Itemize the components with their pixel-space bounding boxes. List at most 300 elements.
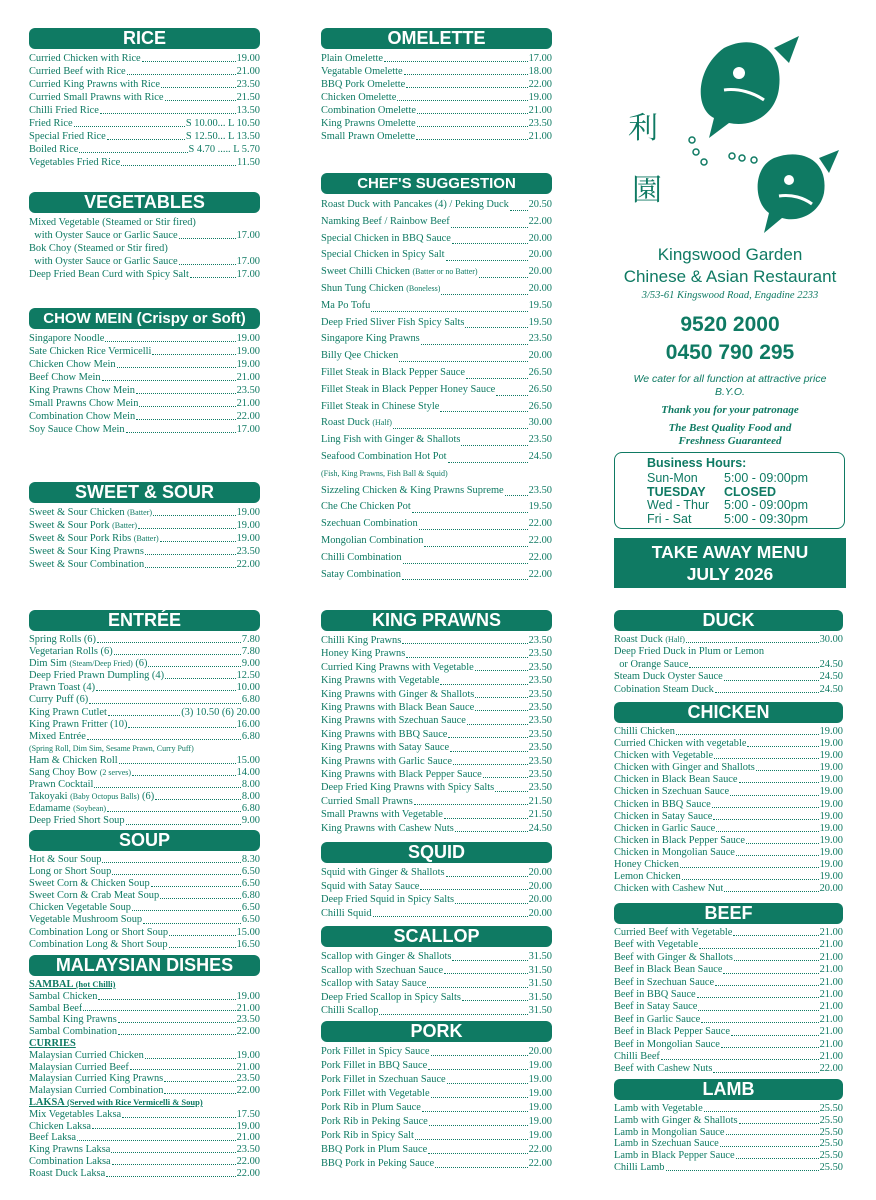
dot-leader: [112, 874, 241, 875]
item-name: [614, 952, 733, 964]
dot-leader: [689, 667, 818, 668]
dot-leader: [148, 666, 240, 667]
item-name-text: Deep Fried Prawn Dumpling (4): [29, 670, 165, 682]
menu-item-row: [321, 214, 552, 231]
section-scallop: [321, 926, 552, 1018]
item-name: [321, 950, 451, 964]
item-name-text: Scallop with Satay Sauce: [321, 978, 427, 990]
phone-numbers: [614, 311, 846, 367]
item-name-text: Sizzeling Chicken & King Prawns Supreme: [321, 484, 504, 496]
menu-item-row: [321, 117, 552, 130]
item-name: [321, 866, 445, 880]
section-header: KING PRAWNS: [321, 610, 552, 631]
menu-item-row: [29, 78, 260, 91]
item-price: 20.00: [528, 282, 552, 294]
menu-item-row: [321, 688, 552, 701]
dot-leader: [107, 139, 185, 140]
item-price: 19.00: [528, 1074, 552, 1085]
item-price: 19.00: [528, 1088, 552, 1099]
item-name-text: or Orange Sauce: [614, 658, 689, 670]
item-name: [614, 799, 711, 811]
dot-leader: [117, 367, 236, 368]
dot-leader: [136, 393, 236, 394]
dot-leader: [697, 997, 819, 998]
dot-leader: [723, 973, 818, 974]
item-name: [321, 1143, 427, 1157]
item-name-text: Chicken in Szechuan Sauce: [614, 786, 730, 798]
section-soup: [29, 830, 260, 951]
menu-item-row: [321, 466, 552, 483]
dot-leader: [716, 831, 818, 832]
menu-item-row: [614, 927, 843, 939]
item-name-text: Mixed Entrée: [29, 730, 86, 742]
menu-item-row: [29, 866, 260, 878]
item-name-text: King Prawns with Ginger & Shallots: [321, 688, 475, 700]
item-name: [614, 659, 688, 671]
dot-leader: [97, 642, 241, 643]
item-name: [321, 104, 416, 117]
business-hours-rows: [647, 472, 808, 526]
dot-leader: [373, 916, 528, 917]
section-header: VEGETABLES: [29, 192, 260, 213]
dot-leader: [462, 1000, 528, 1001]
menu-item-row: [29, 694, 260, 706]
dot-leader: [419, 529, 528, 530]
item-name: [614, 1051, 660, 1063]
dot-leader: [739, 782, 819, 783]
business-hours-title: Business Hours:: [647, 456, 747, 470]
menu-item-row: [614, 1115, 843, 1127]
item-name: [614, 859, 679, 871]
section-header: OMELETTE: [321, 28, 552, 49]
item-price: 20.00: [528, 266, 552, 278]
item-name-text: Deep Fried Scallop in Spicy Salts: [321, 991, 461, 1003]
menu-item-row: [29, 91, 260, 104]
menu-item-row: [321, 499, 552, 516]
item-name: [29, 694, 88, 706]
item-name: [29, 914, 142, 926]
item-price: 19.00: [236, 346, 260, 357]
menu-item-row: [321, 104, 552, 117]
item-name: [321, 1129, 414, 1143]
item-note: (Soybean): [73, 804, 107, 814]
dot-leader: [440, 411, 527, 412]
section-lamb: [614, 1079, 843, 1174]
item-price: 15.00: [236, 926, 260, 938]
item-price: 24.50: [528, 450, 552, 462]
item-price: 15.00: [236, 754, 260, 766]
menu-item-row: [321, 701, 552, 714]
item-name: [614, 774, 738, 786]
item-name: [29, 532, 159, 545]
item-price: 21.00: [819, 1038, 843, 1050]
menu-item-row: [29, 242, 260, 255]
business-hours-box: [614, 452, 845, 529]
dot-leader: [441, 294, 527, 295]
dot-leader: [128, 727, 235, 728]
item-name: [29, 1073, 163, 1085]
item-name: [29, 731, 86, 743]
item-price: 19.00: [528, 1130, 552, 1141]
item-name: [29, 767, 131, 779]
item-name-text: Combination Laksa: [29, 1155, 111, 1167]
dot-leader: [139, 406, 235, 407]
item-price: 22.00: [236, 1155, 260, 1167]
item-name-text: Combination Long & Short Soup: [29, 938, 168, 950]
section-rice: [29, 28, 260, 169]
item-price: 23.50: [528, 702, 552, 714]
item-name-text: Pork Fillet with Vegetable: [321, 1088, 430, 1099]
item-price: 21.00: [236, 66, 260, 77]
dot-leader: [424, 546, 527, 547]
section-chicken: [614, 702, 843, 895]
item-name: [321, 977, 426, 991]
item-name-text: Chilli King Prawns: [321, 635, 402, 646]
item-name-text: Chilli Beef: [614, 1051, 660, 1063]
item-name-text: Chicken Chow Mein: [29, 359, 116, 370]
menu-item-row: [614, 750, 843, 762]
item-name-text: Boiled Rice: [29, 144, 79, 155]
menu-item-row: [321, 1045, 552, 1059]
item-name-text: Soy Sauce Chow Mein: [29, 424, 125, 435]
item-price: 20.00: [528, 880, 552, 892]
dot-leader: [397, 100, 527, 101]
item-price: 22.00: [528, 518, 552, 530]
item-name-text: Chicken Vegetable Soup: [29, 902, 131, 914]
item-name: [321, 399, 439, 416]
section-entree: [29, 610, 260, 828]
item-name-text: Beef Chow Mein: [29, 372, 101, 383]
section-malaysian: [29, 955, 260, 1180]
item-name: [29, 65, 126, 78]
dot-leader: [724, 680, 819, 681]
menu-item-row: [321, 781, 552, 794]
dot-leader: [431, 1055, 528, 1056]
item-name-text: Deep Fried Short Soup: [29, 815, 125, 827]
item-name-text: Roast Duck Laksa: [29, 1167, 106, 1179]
item-price: 22.00: [236, 411, 260, 422]
dot-leader: [160, 898, 241, 899]
item-name-text: Lemon Chicken: [614, 871, 681, 883]
menu-item-row: [29, 117, 260, 130]
dot-leader: [715, 692, 819, 693]
item-price: 20.00: [528, 350, 552, 362]
dot-leader: [105, 341, 235, 342]
menu-item-row: [29, 890, 260, 902]
menu-item-row: [321, 634, 552, 647]
item-name: [29, 779, 93, 791]
dot-leader: [466, 378, 528, 379]
menu-item-row: [29, 743, 260, 755]
menu-item-row: [614, 1039, 843, 1051]
dot-leader: [77, 1140, 236, 1141]
menu-item-row: [321, 647, 552, 660]
menu-item-row: [321, 65, 552, 78]
item-price: 22.00: [819, 1063, 843, 1075]
subgroup-heading-text: CURRIES: [29, 1037, 76, 1049]
item-name-text: Beef in Black Bean Sauce: [614, 964, 723, 976]
item-name: [29, 658, 147, 670]
item-price: 20.00: [528, 249, 552, 261]
item-name: [29, 156, 120, 169]
item-name-text: Chicken with Ginger and Shallots: [614, 762, 755, 774]
item-price: 6.50: [241, 866, 260, 878]
menu-item-row: [321, 741, 552, 754]
item-name: [29, 890, 159, 902]
item-price: 17.00: [236, 256, 260, 267]
item-name: [29, 1014, 117, 1026]
item-name: [321, 1059, 427, 1073]
dot-leader: [446, 260, 528, 261]
dot-leader: [452, 243, 528, 244]
item-name-text: Vegetarian Rolls (6): [29, 646, 113, 658]
dot-leader: [145, 1058, 236, 1059]
item-price: 24.50: [819, 658, 843, 670]
item-price: 21.00: [236, 1132, 260, 1144]
item-name-text: Pork Fillet in BBQ Sauce: [321, 1060, 428, 1071]
dot-leader: [371, 311, 527, 312]
item-name: [321, 701, 474, 714]
item-note: (Baby Octopus Balls): [70, 792, 140, 802]
item-price: 23.50: [528, 675, 552, 687]
item-price: 19.00: [819, 846, 843, 858]
menu-item-row: [321, 1073, 552, 1087]
dot-leader: [89, 703, 241, 704]
item-price: 16.50: [236, 938, 260, 950]
business-hours-time: 5:00 - 09:00pm: [724, 498, 809, 512]
item-price: 16.00: [236, 718, 260, 730]
item-name-text: King Prawn Fritter (10): [29, 718, 128, 730]
item-name: [321, 483, 504, 500]
item-name: [321, 91, 396, 104]
dot-leader: [143, 923, 241, 924]
section-header: SOUP: [29, 830, 260, 851]
dot-leader: [421, 344, 528, 345]
menu-item-row: [321, 348, 552, 365]
item-name: [29, 506, 152, 519]
dot-leader: [435, 1167, 527, 1168]
dot-leader: [136, 419, 235, 420]
item-name: [321, 964, 443, 978]
item-name: [29, 1026, 117, 1038]
menu-item-row: [614, 659, 843, 671]
section-chefs-suggestion: [321, 173, 552, 583]
item-name: [321, 432, 460, 449]
item-name: [614, 927, 732, 939]
dot-leader: [379, 1014, 527, 1015]
item-price: 31.50: [528, 1005, 552, 1017]
menu-item-row: [321, 52, 552, 65]
item-name-text: Che Che Chicken Pot: [321, 501, 411, 513]
item-name-text: Mix Vegetables Laksa: [29, 1108, 122, 1120]
item-name-text: Chicken Laksa: [29, 1120, 92, 1132]
item-name-text: Chicken in Satay Sauce: [614, 810, 713, 822]
item-name: [614, 977, 714, 989]
item-price: 21.00: [819, 1013, 843, 1025]
item-price: 19.00: [819, 822, 843, 834]
item-price: 23.50: [528, 118, 552, 129]
menu-item-row: [614, 964, 843, 976]
item-name-text: Lamb with Vegetable: [614, 1103, 703, 1114]
item-name: [29, 143, 78, 156]
item-name-text: Roast Duck: [321, 417, 370, 429]
dot-leader: [130, 1069, 236, 1070]
takeaway-line2: JULY 2026: [686, 564, 774, 584]
item-note: (Batter): [127, 508, 153, 517]
takeaway-banner: [614, 538, 846, 588]
item-name: [321, 647, 405, 660]
item-name: [321, 1004, 378, 1018]
dot-leader: [98, 999, 235, 1000]
item-price: 19.00: [819, 786, 843, 798]
item-name: [321, 415, 392, 432]
menu-item-row: [321, 755, 552, 768]
item-name-text: Roast Duck: [614, 634, 663, 645]
item-name: [29, 791, 154, 803]
item-price: 23.50: [528, 434, 552, 446]
dot-leader: [746, 843, 819, 844]
menu-item-row: [29, 1003, 260, 1015]
menu-item-row: [614, 799, 843, 811]
item-name-text: (Spring Roll, Dim Sim, Sesame Prawn, Curry Puff): [29, 743, 194, 753]
item-name: [614, 1014, 700, 1026]
dot-leader: [118, 1034, 236, 1035]
subgroup-heading-text: SAMBAL: [29, 979, 74, 990]
item-name-text: Beef in Black Pepper Sauce: [614, 1026, 730, 1038]
dot-leader: [721, 1047, 819, 1048]
dot-leader: [145, 567, 235, 568]
item-name: [321, 728, 447, 741]
item-note: (Batter): [133, 534, 159, 543]
item-name-text: Chicken in BBQ Sauce: [614, 798, 711, 810]
menu-item-row: [321, 382, 552, 399]
item-price: 21.00: [819, 976, 843, 988]
dot-leader: [412, 512, 528, 513]
item-name-text: Curried Small Prawns: [321, 795, 413, 807]
menu-item-row: [321, 231, 552, 248]
item-price: 23.50: [528, 661, 552, 673]
item-price: 23.50: [236, 385, 260, 396]
item-name: [29, 216, 260, 229]
menu-item-row: [321, 264, 552, 281]
item-name-text: King Prawns with Szechuan Sauce: [321, 715, 466, 727]
dot-leader: [100, 113, 236, 114]
dot-leader: [153, 515, 236, 516]
menu-item-row: [321, 1143, 552, 1157]
item-price: 6.80: [241, 694, 260, 706]
item-name-text: Vegetables Fried Rice: [29, 157, 121, 168]
catering-note: [614, 373, 846, 399]
dot-leader: [160, 541, 236, 542]
item-price: 21.00: [819, 989, 843, 1001]
menu-item-row: [29, 927, 260, 939]
subgroup-heading: [29, 979, 260, 991]
item-name: [614, 871, 681, 883]
item-name-text: Szechuan Combination: [321, 518, 418, 530]
menu-item-row: [29, 1132, 260, 1144]
menu-item-row: [29, 682, 260, 694]
item-name-text: Chilli Lamb: [614, 1161, 665, 1173]
item-name-text: Curried Beef with Vegetable: [614, 927, 733, 938]
dot-leader: [747, 746, 818, 747]
dot-leader: [428, 1153, 527, 1154]
menu-item-row: [29, 519, 260, 532]
item-name-text: Sweet Corn & Chicken Soup: [29, 878, 150, 890]
item-name-text: Lamb in Szechuan Sauce: [614, 1138, 719, 1150]
item-price: 21.50: [236, 92, 260, 103]
item-name: [321, 1087, 430, 1101]
menu-item-row: [614, 1026, 843, 1038]
item-name-text: BBQ Pork Omelette: [321, 79, 406, 90]
menu-item-row: [29, 143, 260, 156]
item-name-text: King Prawns with Black Bean Sauce: [321, 702, 475, 714]
item-name: [29, 682, 95, 694]
item-price: 23.50: [528, 484, 552, 496]
item-note: (Half): [372, 418, 392, 428]
item-name-text: with Oyster Sauce or Garlic Sauce: [29, 230, 178, 241]
restaurant-address: 3/53-61 Kingswood Road, Engadine 2233: [641, 290, 819, 301]
menu-item-row: [29, 384, 260, 397]
item-price: 19.50: [528, 299, 552, 311]
item-name: [29, 255, 178, 268]
item-name: [614, 1001, 697, 1013]
menu-item-row: [321, 661, 552, 674]
dot-leader: [169, 947, 236, 948]
item-name-text: Deep Fried Squid in Spicy Salts: [321, 894, 455, 906]
item-name: [614, 634, 685, 646]
item-name-text: Scallop with Ginger & Shallots: [321, 951, 452, 962]
menu-item-row: [29, 1073, 260, 1085]
dot-leader: [145, 554, 236, 555]
item-name: [321, 781, 494, 794]
item-name-text: King Prawns with Vegetable: [321, 675, 440, 687]
item-price: 20.00: [528, 232, 552, 244]
item-name: [321, 741, 449, 754]
item-price: 30.00: [819, 634, 843, 645]
item-name: [29, 854, 101, 866]
item-name: [614, 811, 712, 823]
item-name-text: Curried Small Prawns with Rice: [29, 92, 164, 103]
dot-leader: [151, 886, 241, 887]
item-name: [29, 1132, 76, 1144]
menu-item-row: [29, 104, 260, 117]
menu-item-row: [321, 331, 552, 348]
item-price: 19.00: [236, 53, 260, 64]
item-price: 23.50: [528, 688, 552, 700]
item-name-text: Sweet & Sour Chicken: [29, 507, 125, 518]
item-name-text: Scallop with Szechuan Sauce: [321, 964, 444, 976]
item-price: 19.00: [236, 1049, 260, 1061]
item-name-text: Honey Chicken: [614, 859, 679, 871]
item-name-text: Dim Sim: [29, 658, 67, 670]
item-name-text: Pork Rib in Spicy Salt: [321, 1130, 414, 1141]
business-hours-row: [647, 499, 808, 513]
item-price: 22.00: [236, 1085, 260, 1097]
menu-item-row: [29, 268, 260, 281]
dot-leader: [699, 948, 819, 949]
subgroup-heading: [29, 1097, 260, 1109]
menu-item-row: [29, 558, 260, 571]
item-name-text: Shun Tung Chicken: [321, 282, 404, 294]
menu-item-row: [29, 397, 260, 410]
menu-item-row: [614, 883, 843, 895]
dot-leader: [179, 264, 236, 265]
item-name-text: Malaysian Curried Combination: [29, 1085, 164, 1097]
item-name: [321, 382, 495, 399]
menu-item-row: [321, 399, 552, 416]
dot-leader: [676, 734, 819, 735]
item-price: 25.50: [819, 1126, 843, 1138]
